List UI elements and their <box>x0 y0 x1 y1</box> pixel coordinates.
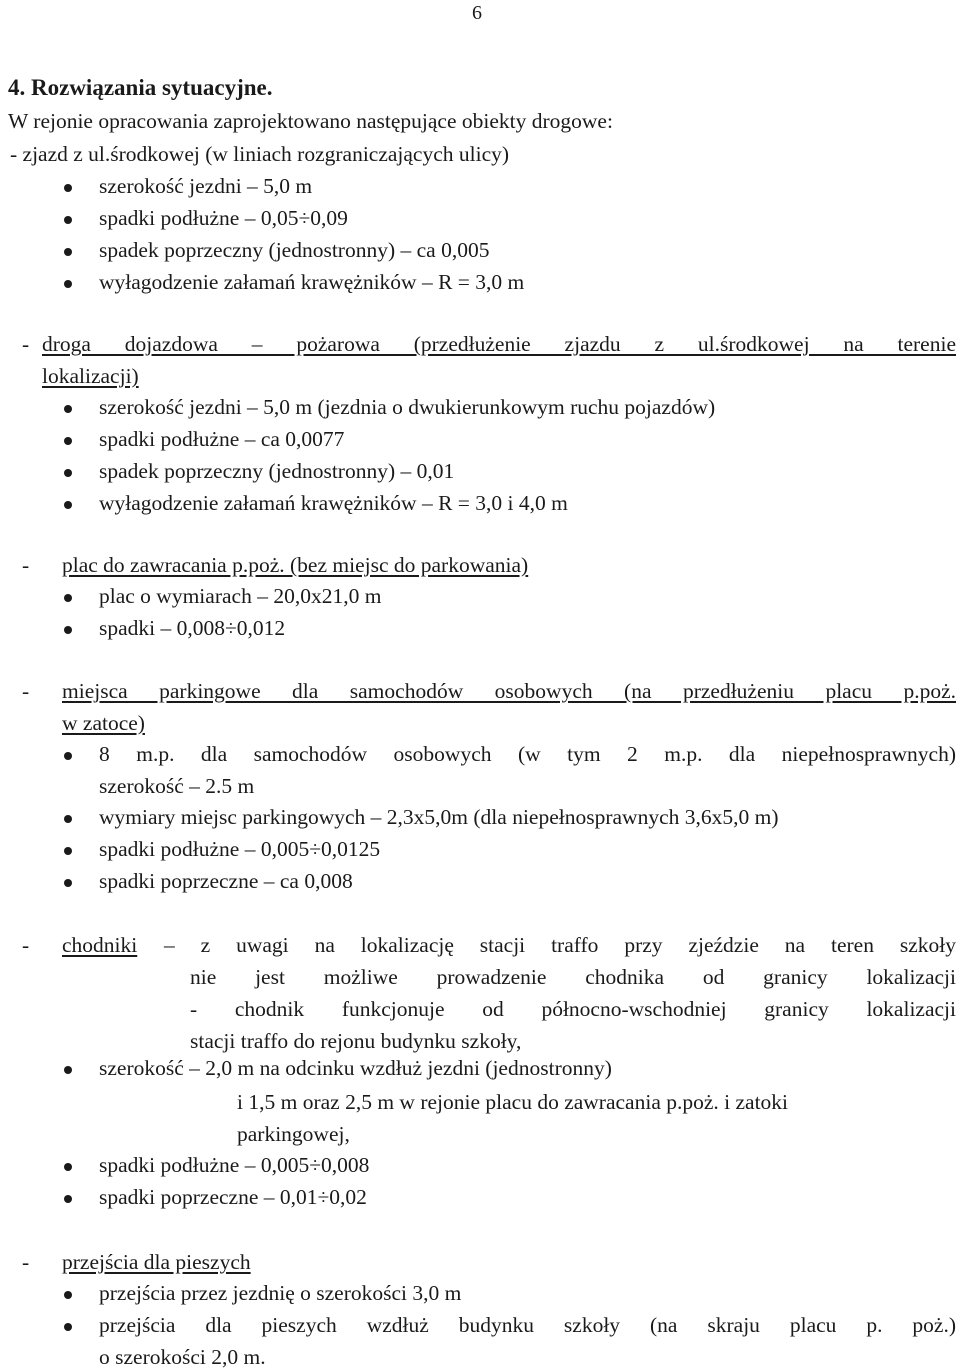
dash-marker: - <box>22 553 30 577</box>
bullet-icon <box>64 594 72 602</box>
list-item: szerokość – 2,0 m na odcinku wzdłuż jezdni (jednostronny) <box>99 1056 612 1080</box>
section-heading: 4. Rozwiązania sytuacyjne. <box>8 75 273 100</box>
dash-marker: - <box>22 933 30 957</box>
dash-marker: - <box>22 1250 30 1274</box>
list-item: spadki podłużne – 0,005÷0,0125 <box>99 837 381 861</box>
list-item: spadki podłużne – 0,05÷0,09 <box>99 206 348 230</box>
bullet-icon <box>64 752 72 760</box>
chodniki-description: – z uwagi na lokalizację stacji traffo przy zjeździe na teren szkoły <box>164 933 956 957</box>
list-item: spadki podłużne – 0,005÷0,008 <box>99 1153 370 1177</box>
section-zjazd-title: - zjazd z ul.środkowej (w liniach rozgraniczających ulicy) <box>10 142 510 166</box>
bullet-icon <box>64 184 72 192</box>
bullet-icon <box>64 1163 72 1171</box>
section-chodniki-title: chodniki <box>62 933 138 957</box>
section-droga-title: droga dojazdowa – pożarowa (przedłużenie zjazdu z ul.środkowej na terenie <box>42 332 956 356</box>
bullet-icon <box>64 1066 72 1074</box>
section-parking-title-cont: w zatoce) <box>62 711 145 735</box>
list-item-cont: szerokość – 2.5 m <box>99 774 255 798</box>
chodniki-description: - chodnik funkcjonuje od północno-wschodniej granicy lokalizacji <box>190 997 956 1021</box>
intro-text: W rejonie opracowania zaprojektowano następujące obiekty drogowe: <box>8 109 613 133</box>
list-item-cont: parkingowej, <box>237 1122 350 1146</box>
list-item: przejścia dla pieszych wzdłuż budynku szkoły (na skraju placu p. poż.) <box>99 1313 956 1337</box>
dash-marker: - <box>22 332 30 356</box>
section-droga-title-cont: lokalizacji) <box>42 364 139 388</box>
bullet-icon <box>64 248 72 256</box>
section-przejscia-title: przejścia dla pieszych <box>62 1250 251 1274</box>
list-item: spadki podłużne – ca 0,0077 <box>99 427 345 451</box>
bullet-icon <box>64 1195 72 1203</box>
list-item: plac o wymiarach – 20,0x21,0 m <box>99 584 382 608</box>
list-item: spadki – 0,008÷0,012 <box>99 616 286 640</box>
list-item: spadki poprzeczne – ca 0,008 <box>99 869 353 893</box>
bullet-icon <box>64 815 72 823</box>
list-item: przejścia przez jezdnię o szerokości 3,0 m <box>99 1281 462 1305</box>
bullet-icon <box>64 1323 72 1331</box>
list-item-cont: i 1,5 m oraz 2,5 m w rejonie placu do zawracania p.poż. i zatoki <box>237 1090 789 1114</box>
list-item: szerokość jezdni – 5,0 m <box>99 174 313 198</box>
list-item: spadki poprzeczne – 0,01÷0,02 <box>99 1185 367 1209</box>
bullet-icon <box>64 879 72 887</box>
bullet-icon <box>64 405 72 413</box>
bullet-icon <box>64 280 72 288</box>
bullet-icon <box>64 216 72 224</box>
list-item: spadek poprzeczny (jednostronny) – 0,01 <box>99 459 455 483</box>
list-item: wyłagodzenie załamań krawężników – R = 3,0 m <box>99 270 525 294</box>
list-item: wyłagodzenie załamań krawężników – R = 3,0 i 4,0 m <box>99 491 568 515</box>
list-item: szerokość jezdni – 5,0 m (jezdnia o dwukierunkowym ruchu pojazdów) <box>99 395 716 419</box>
chodniki-description: nie jest możliwe prowadzenie chodnika od granicy lokalizacji <box>190 965 956 989</box>
list-item: spadek poprzeczny (jednostronny) – ca 0,005 <box>99 238 490 262</box>
page-number: 6 <box>472 2 482 24</box>
section-parking-title: miejsca parkingowe dla samochodów osobowych (na przedłużeniu placu p.poż. <box>62 679 956 703</box>
list-item: wymiary miejsc parkingowych – 2,3x5,0m (dla niepełnosprawnych 3,6x5,0 m) <box>99 805 779 829</box>
dash-marker: - <box>22 679 30 703</box>
list-item: 8 m.p. dla samochodów osobowych (w tym 2 m.p. dla niepełnosprawnych) <box>99 742 956 766</box>
chodniki-description: stacji traffo do rejonu budynku szkoły, <box>190 1029 522 1053</box>
bullet-icon <box>64 469 72 477</box>
bullet-icon <box>64 501 72 509</box>
bullet-icon <box>64 1291 72 1299</box>
list-item-cont: o szerokości 2,0 m. <box>99 1345 266 1369</box>
section-plac-title: plac do zawracania p.poż. (bez miejsc do parkowania) <box>62 553 529 577</box>
bullet-icon <box>64 847 72 855</box>
bullet-icon <box>64 437 72 445</box>
bullet-icon <box>64 626 72 634</box>
